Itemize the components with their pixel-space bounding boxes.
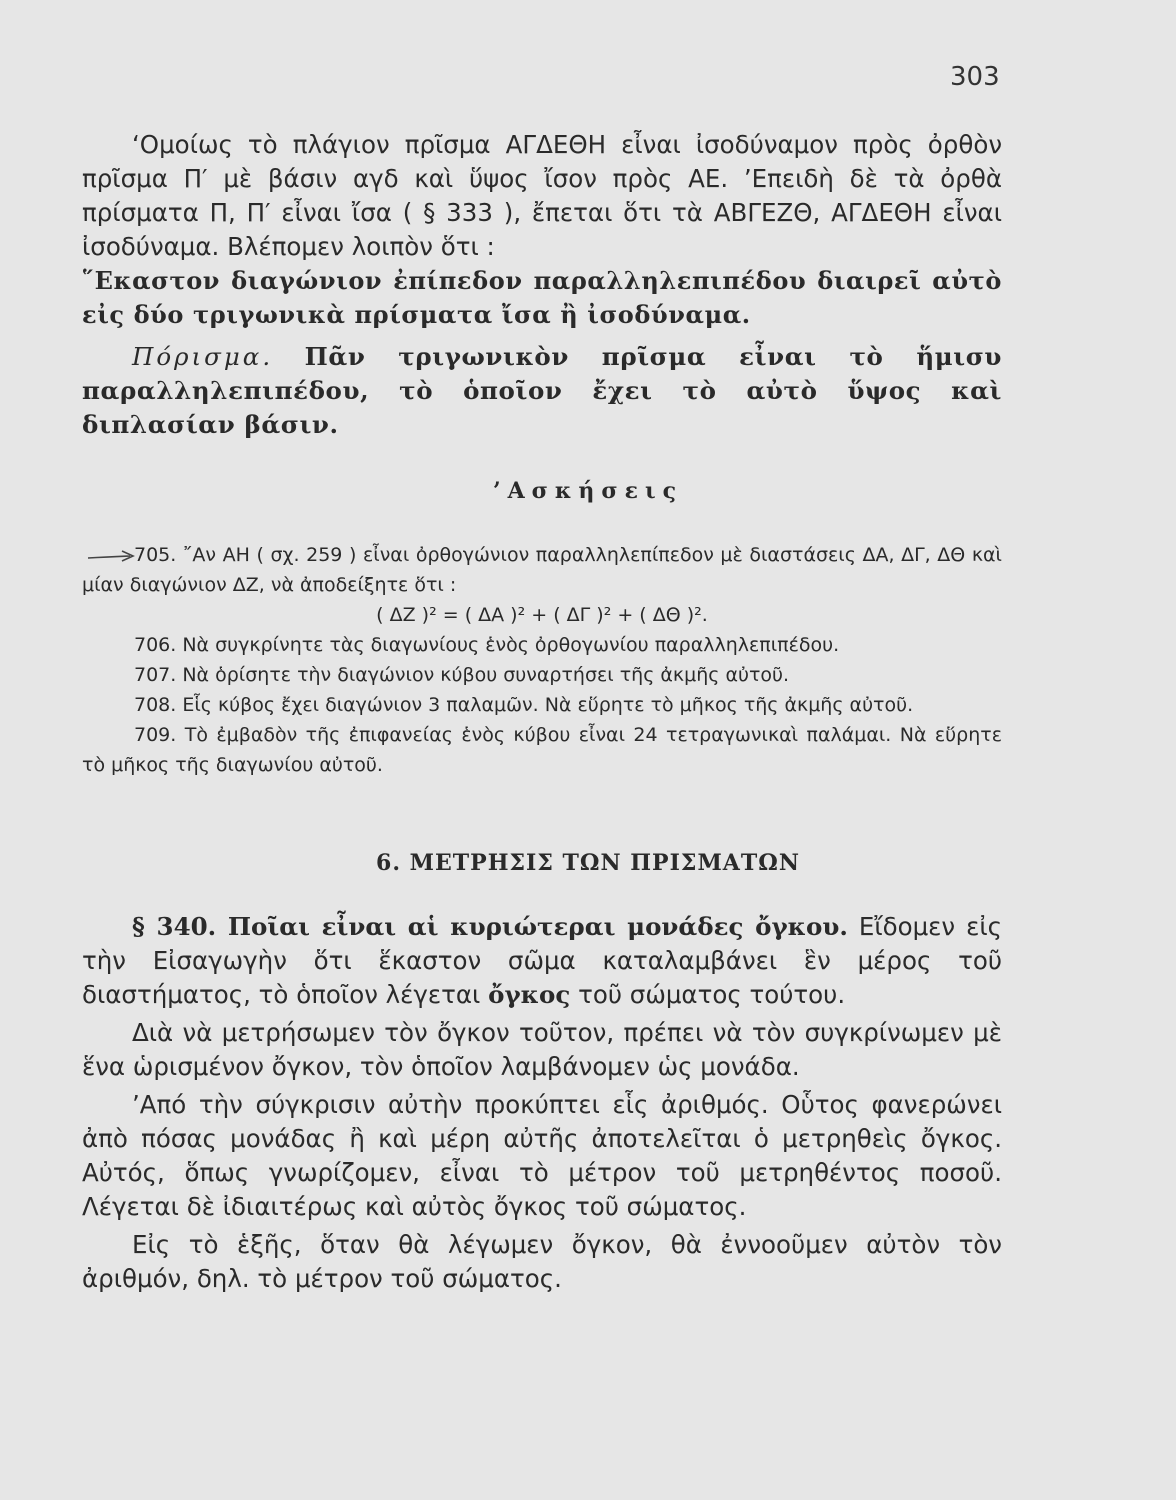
paragraph-340-heading: § 340. Ποῖαι εἶναι αἱ κυριώτεραι μονάδες ὄγκου.	[132, 912, 848, 941]
exercise-706: 706. Νὰ συγκρίνητε τὰς διαγωνίους ἑνὸς ὀρθογωνίου παραλληλεπιπέδου.	[134, 634, 840, 656]
exercise-708: 708. Εἷς κύβος ἔχει διαγώνιον 3 παλαμῶν. Νὰ εὕρητε τὸ μῆκος τῆς ἀκμῆς αὐτοῦ.	[134, 694, 914, 716]
upper-text-block	[82, 128, 1002, 442]
porisma-text: Πᾶν τριγωνικὸν πρῖσμα εἶναι τὸ ἥμισυ παραλληλεπιπέδου, τὸ ὁποῖον ἔχει τὸ αὐτὸ ὕψος καὶ διπλασίαν βάσιν.	[82, 342, 1002, 439]
paragraph-prism-equivalence: ‘Ομοίως τὸ πλάγιον πρῖσμα ΑΓΔΕΘΗ εἶναι ἰσοδύναμον πρὸς ὀρθὸν πρῖσμα Π′ μὲ βάσιν αγδ καὶ ὕψος ἴσον πρὸς ΑΕ. ’Επειδὴ δὲ τὰ ὀρθὰ πρίσματα Π, Π′ εἶναι ἴσα ( § 333 ), ἔπεται ὅτι τὰ ΑΒΓΕΖΘ, ΑΓΔΕΘΗ εἶναι ἰσοδύναμα. Βλέπομεν λοιπὸν ὅτι :	[82, 130, 1002, 261]
exercises-title: ’Ασκήσεις	[492, 478, 684, 504]
paragraph-340-text-a: Εἴδομεν εἰς τὴν Εἰσαγωγὴν ὅτι ἕκαστον σῶμα καταλαμβάνει ἓν μέρος τοῦ διαστήματος, τὸ ὁποῖον λέγεται	[82, 912, 1002, 1009]
exercise-705: 705. ῎Αν ΑΗ ( σχ. 259 ) εἶναι ὀρθογώνιον παραλληλεπίπεδον μὲ διαστάσεις ΔΑ, ΔΓ, ΔΘ καὶ μίαν διαγώνιον ΔΖ, νὰ ἀποδείξητε ὅτι :	[82, 544, 1002, 596]
paragraph-340-text-b: τοῦ σώματος τούτου.	[578, 980, 846, 1009]
section-title: 6. ΜΕΤΡΗΣΙΣ ΤΩΝ ΠΡΙΣΜΑΤΩΝ	[376, 850, 800, 876]
paragraph-measure: Διὰ νὰ μετρήσωμεν τὸν ὄγκον τοῦτον, πρέπει νὰ τὸν συγκρίνωμεν μὲ ἕνα ὡρισμένον ὄγκον, τὸν ὁποῖον λαμβάνομεν ὡς μονάδα.	[82, 1018, 1002, 1081]
paragraph-volume-definition: Εἰς τὸ ἑξῆς, ὅταν θὰ λέγωμεν ὄγκον, θὰ ἐννοοῦμεν αὐτὸν τὸν ἀριθμόν, δηλ. τὸ μέτρον τοῦ σώματος.	[82, 1230, 1002, 1293]
exercises-list	[82, 540, 1002, 780]
paragraph-340	[82, 910, 1002, 1012]
paragraph-340-bold-word: ὄγκος	[488, 980, 571, 1009]
porisma-paragraph	[82, 340, 1002, 442]
theorem-statement: ῞Εκαστον διαγώνιον ἐπίπεδον παραλληλεπιπέδου διαιρεῖ αὐτὸ εἰς δύο τριγωνικὰ πρίσματα ἴσα ἢ ἰσοδύναμα.	[82, 266, 1002, 329]
exercise-709: 709. Τὸ ἐμβαδὸν τῆς ἐπιφανείας ἑνὸς κύβου εἶναι 24 τετραγωνικαὶ παλάμαι. Νὰ εὕρητε τὸ μῆκος τῆς διαγωνίου αὐτοῦ.	[82, 724, 1002, 776]
paragraph-comparison: ’Από τὴν σύγκρισιν αὐτὴν προκύπτει εἷς ἀριθμός. Οὗτος φανερώνει ἀπὸ πόσας μονάδας ἢ καὶ μέρη αὐτῆς ἀποτελεῖται ὁ μετρηθεὶς ὄγκος. Αὐτός, ὅπως γνωρίζομεν, εἶναι τὸ μέτρον τοῦ μετρηθέντος ποσοῦ. Λέγεται δὲ ἰδιαιτέρως καὶ αὐτὸς ὄγκος τοῦ σώματος.	[82, 1090, 1002, 1221]
exercise-707: 707. Νὰ ὁρίσητε τὴν διαγώνιον κύβου συναρτήσει τῆς ἀκμῆς αὐτοῦ.	[134, 664, 790, 686]
page-number: 303	[950, 62, 1000, 92]
porisma-label: Πόρισμα.	[132, 342, 274, 371]
lower-text-block	[82, 910, 1002, 1300]
exercise-705-formula: ( ΔΖ )² = ( ΔΑ )² + ( ΔΓ )² + ( ΔΘ )².	[376, 604, 708, 626]
